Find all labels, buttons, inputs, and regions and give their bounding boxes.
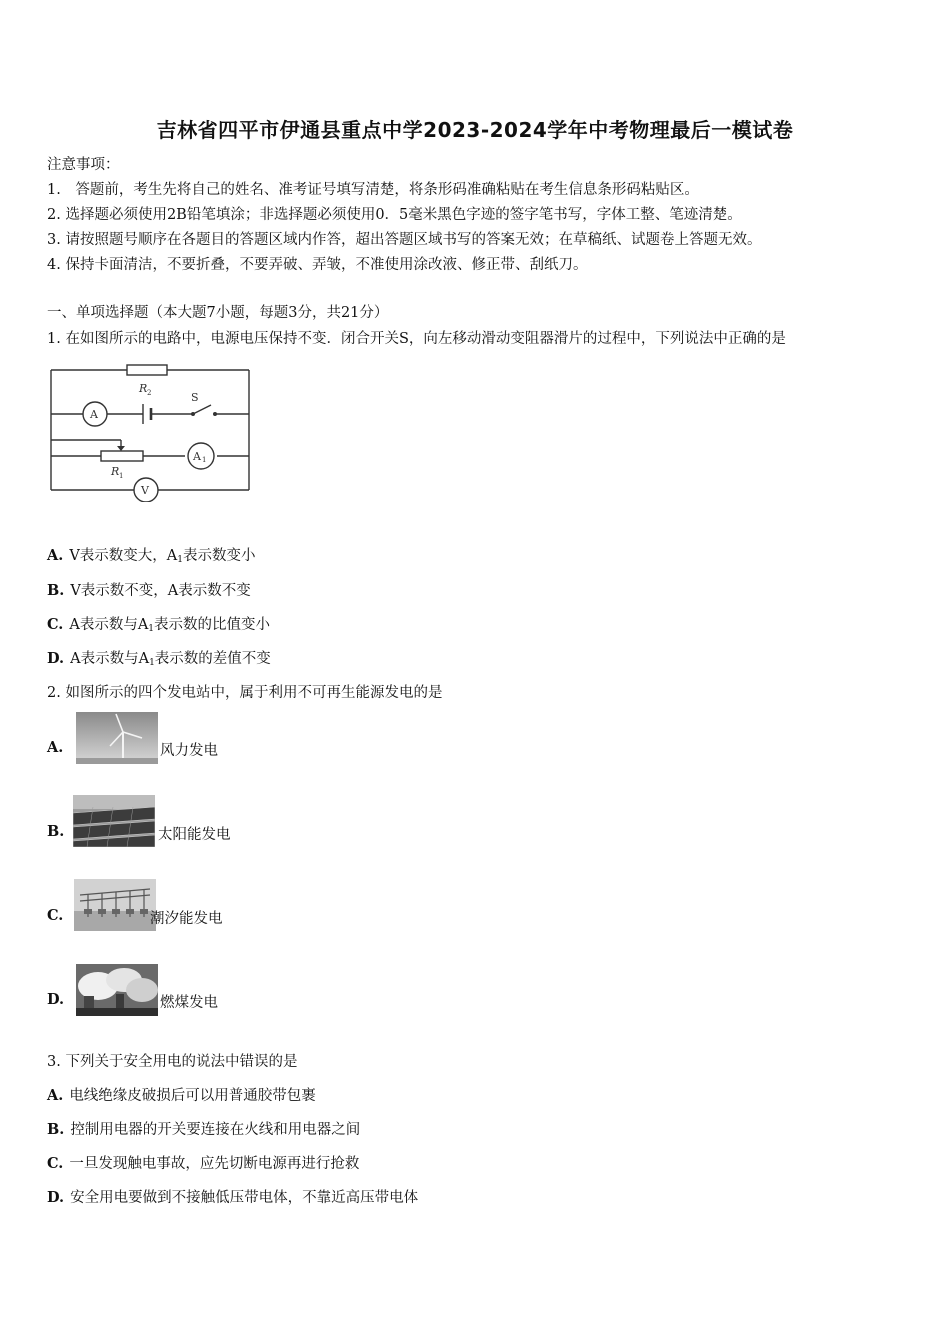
notice-item: 1. 答题前，考生先将自己的姓名、准考证号填写清楚，将条形码准确粘贴在考生信息条形码粘贴区。 bbox=[47, 182, 699, 198]
section-heading: 一、单项选择题（本大题7小题，每题3分，共21分） bbox=[47, 305, 389, 321]
r1-label: R bbox=[111, 465, 120, 478]
resistor-r2 bbox=[127, 365, 167, 375]
switch-contact bbox=[213, 412, 217, 416]
switch-blade bbox=[193, 405, 211, 414]
ammeter-a1-subscript: 1 bbox=[202, 456, 207, 464]
q1-option-d: D. A表示数与$A_1$表示数的差值不变 bbox=[47, 650, 271, 668]
q2-option-d-label: 燃煤发电 bbox=[160, 995, 218, 1011]
circuit-diagram bbox=[45, 362, 255, 502]
rheostat-r1 bbox=[101, 451, 143, 461]
r2-subscript: 2 bbox=[147, 389, 152, 397]
question-1-stem: 1. 在如图所示的电路中，电源电压保持不变．闭合开关S，向左移动滑动变阻器滑片的过程中，下列说法中正确的是 bbox=[47, 331, 786, 347]
q2-option-c-letter: C. bbox=[47, 907, 64, 924]
r2-label: R bbox=[139, 382, 148, 395]
question-3-stem: 3. 下列关于安全用电的说法中错误的是 bbox=[47, 1054, 298, 1070]
q3-option-d: D. 安全用电要做到不接触低压带电体，不靠近高压带电体 bbox=[47, 1189, 419, 1206]
q2-option-c-label: 潮汐能发电 bbox=[150, 911, 223, 927]
ammeter-a1 bbox=[188, 443, 214, 469]
rheostat-slider bbox=[117, 446, 125, 451]
q2-option-a-letter: A. bbox=[47, 739, 64, 756]
ammeter-a1-label: A bbox=[193, 450, 201, 463]
notice-item: 3. 请按照题号顺序在各题目的答题区域内作答，超出答题区域书写的答案无效；在草稿纸、试题卷上答题无效。 bbox=[47, 232, 762, 248]
notice-item: 2. 选择题必须使用2B铅笔填涂；非选择题必须使用0．5毫米黑色字迹的签字笔书写，字体工整、笔迹清楚。 bbox=[47, 207, 742, 223]
q2-option-b-label: 太阳能发电 bbox=[158, 827, 231, 843]
q1-option-b: B. V表示数不变，A表示数不变 bbox=[47, 582, 251, 599]
q3-option-c: C. 一旦发现触电事故，应先切断电源再进行抢救 bbox=[47, 1155, 360, 1172]
tidal-power-photo bbox=[74, 879, 156, 931]
q3-option-b: B. 控制用电器的开关要连接在火线和用电器之间 bbox=[47, 1121, 361, 1138]
question-2-stem: 2. 如图所示的四个发电站中，属于利用不可再生能源发电的是 bbox=[47, 685, 443, 701]
notice-item: 4. 保持卡面清洁，不要折叠，不要弄破、弄皱，不准使用涂改液、修正带、刮纸刀。 bbox=[47, 257, 588, 273]
q3-option-a: A. 电线绝缘皮破损后可以用普通胶带包裹 bbox=[47, 1087, 316, 1104]
ammeter-a-label: A bbox=[90, 408, 98, 421]
q1-option-c: C. A表示数与$A_1$表示数的比值变小 bbox=[47, 616, 271, 634]
page-title: 吉林省四平市伊通县重点中学2023-2024学年中考物理最后一模试卷 bbox=[156, 118, 794, 142]
q2-option-d-letter: D. bbox=[47, 991, 65, 1008]
solar-panel-photo bbox=[73, 795, 155, 847]
wind-turbine-photo bbox=[76, 712, 158, 764]
notice-heading: 注意事项： bbox=[47, 157, 120, 173]
switch-label: S bbox=[191, 391, 199, 404]
q2-option-b-letter: B. bbox=[47, 823, 65, 840]
r1-subscript: 1 bbox=[119, 472, 124, 480]
q2-option-a-label: 风力发电 bbox=[160, 743, 218, 759]
q1-option-a: A. V表示数变大，$A_1$表示数变小 bbox=[47, 547, 256, 565]
voltmeter-label: V bbox=[141, 484, 149, 497]
coal-plant-photo bbox=[76, 964, 158, 1016]
